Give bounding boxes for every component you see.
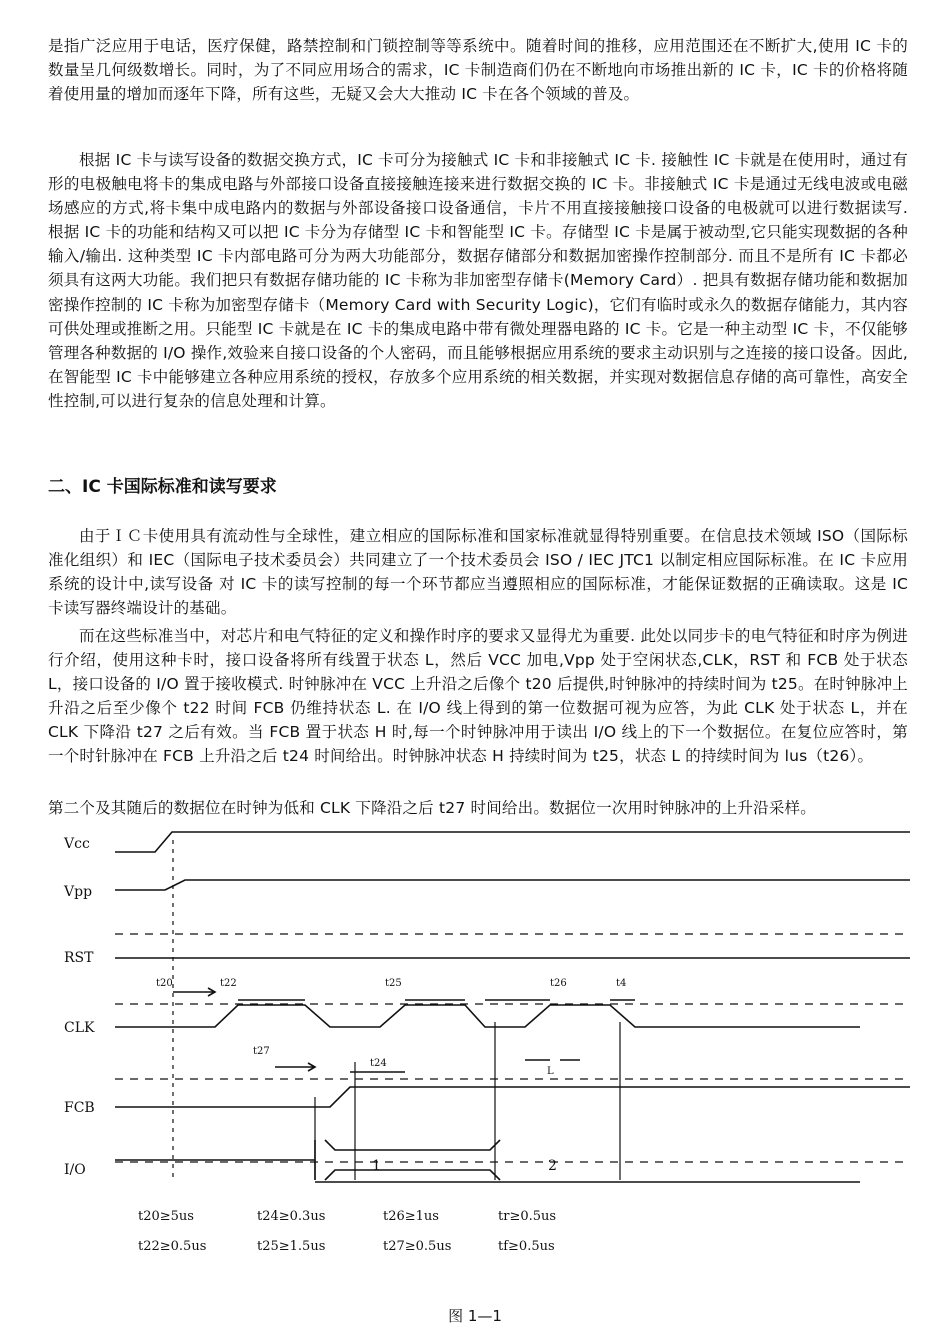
paragraph-3: 由于ＩＣ卡使用具有流动性与全球性，建立相应的国际标准和国家标准就显得特别重要。在信息技术领域 ISO（国际标准化组织）和 IEC（国际电子技术委员会）共同建立了一个技术委员会 ISO / IEC JTC1 以制定相应国际标准。在 IC 卡应用系统的设计中,读写设备 对 IC 卡的读写控制的每一个环节都应当遵照相应的国际标准，才能保证数据的正确读取。这是 IC 卡读写器终端设计的基础。 [48,527,908,618]
timing-label-t22: t22 [220,978,237,989]
io-bit-label-2: 2 [548,1158,557,1174]
signal-label-vcc: Vcc [64,836,90,852]
io-bit-label-1: 1 [372,1158,381,1174]
signal-label-vpp: Vpp [64,884,93,900]
spec-t25: t25≥1.5us [257,1239,326,1254]
section-heading: 二、IC 卡国际标准和读写要求 [48,477,277,497]
timing-label-L: L [547,1066,554,1077]
timing-label-t27: t27 [253,1046,270,1057]
timing-label-t25: t25 [385,978,402,989]
spec-t20: t20≥5us [138,1209,194,1224]
spec-tf: tf≥0.5us [498,1239,555,1254]
spec-t24: t24≥0.3us [257,1209,326,1224]
t27-arrow [275,1063,315,1071]
spec-tr: tr≥0.5us [498,1209,557,1224]
timing-label-t26: t26 [550,978,567,989]
timing-label-t24: t24 [370,1058,387,1069]
paragraph-4: 而在这些标准当中，对芯片和电气特征的定义和操作时序的要求又显得尤为重要. 此处以同步卡的电气特征和时序为例进行介绍，使用这种卡时，接口设备将所有线置于状态 L，然后 VCC 加电,Vpp 处于空闲状态,CLK，RST 和 FCB 处于状态 L，接口设备的 I/O 置于接收模式. 时钟脉冲在 VCC 上升沿之后像个 t20 后提供,时钟脉冲的持续时间为 t25。在时钟脉冲上升沿之后至少像个 t22 时间 FCB 仍维持状态 L. 在 I/O 线上得到的第一位数据可视为应答，为此 CLK 处于状态 L，并在 CLK 下降沿 t27 之后有效。当 FCB 置于状态 H 时,每一个时钟脉冲用于读出 I/O 线上的下一个数据位。在复位应答时，第一个时针脉冲在 FCB 上升沿之后 t24 时间给出。时钟脉冲状态 H 持续时间为 t25，状态 L 的持续时间为 lus（t26）。 [48,627,908,766]
signal-label-clk: CLK [64,1020,95,1036]
clk-waveform [115,1005,860,1027]
vcc-waveform [115,832,910,852]
paragraph-2: 根据 IC 卡与读写设备的数据交换方式，IC 卡可分为接触式 IC 卡和非接触式 IC 卡. 接触性 IC 卡就是在使用时，通过有形的电极触电将卡的集成电路与外部接口设备直接接触连接来进行数据交换的 IC 卡。非接触式 IC 卡是通过无线电波或电磁场感应的方式,将卡集中成电路内的数据与外部设备接口设备通信，卡片不用直接接触接口设备的电极就可以进行数据读写. 根据 IC 卡的功能和结构又可以把 IC 卡分为存储型 IC 卡和智能型 IC 卡。存储型 IC 卡是属于被动型,它只能实现数据的各种输入/输出. 这种类型 IC 卡内部电路可分为两大功能部分，数据存储部分和数据加密操作控制部分. 而且不是所有 IC 卡都必须具有这两大功能。我们把只有数据存储功能的 IC 卡称为非加密型存储卡(Memory Card）. 把具有数据存储功能和数据加密操作控制的 IC 卡称为加密型存储卡（Memory Card with Security Logic)，它们有临时或永久的数据存储能力，其内容可供处理或推断之用。只能型 IC 卡就是在 IC 卡的集成电路中带有微处理器电路的 IC 卡。它是一种主动型 IC 卡，不仅能够管理各种数据的 I/O 操作,效验来自接口设备的个人密码，而且能够根据应用系统的要求主动识别与之连接的接口设备。因此,在智能型 IC 卡中能够建立各种应用系统的授权，存放多个应用系统的相关数据，并实现对数据信息存储的高可靠性，高安全性控制,可以进行复杂的信息处理和计算。 [48,151,908,410]
t20-arrow [173,988,215,996]
vpp-waveform [115,880,910,890]
fcb-waveform [115,1087,910,1107]
timing-label-t20: t20 [156,978,173,989]
spec-t27: t27≥0.5us [383,1239,452,1254]
timing-label-t4: t4 [616,978,627,989]
timing-diagram [60,822,910,1292]
spec-t26: t26≥1us [383,1209,439,1224]
paragraph-5: 第二个及其随后的数据位在时钟为低和 CLK 下降沿之后 t27 时间给出。数据位一次用时钟脉冲的上升沿采样。 [48,799,816,817]
signal-label-fcb: FCB [64,1100,95,1116]
figure-caption: 图 1—1 [448,1307,502,1325]
io-waveform [115,1140,860,1182]
paragraph-1: 是指广泛应用于电话，医疗保健，路禁控制和门锁控制等等系统中。随着时间的推移，应用范围还在不断扩大,使用 IC 卡的数量呈几何级数增长。同时，为了不同应用场合的需求，IC 卡制造商们仍在不断地向市场推出新的 IC 卡，IC 卡的价格将随着使用量的增加而逐年下降，所有这些，无疑又会大大推动 IC 卡在各个领域的普及。 [48,37,908,104]
signal-label-io: I/O [64,1162,86,1178]
signal-label-rst: RST [64,950,94,966]
spec-t22: t22≥0.5us [138,1239,207,1254]
io-data-window-1 [325,1140,500,1180]
